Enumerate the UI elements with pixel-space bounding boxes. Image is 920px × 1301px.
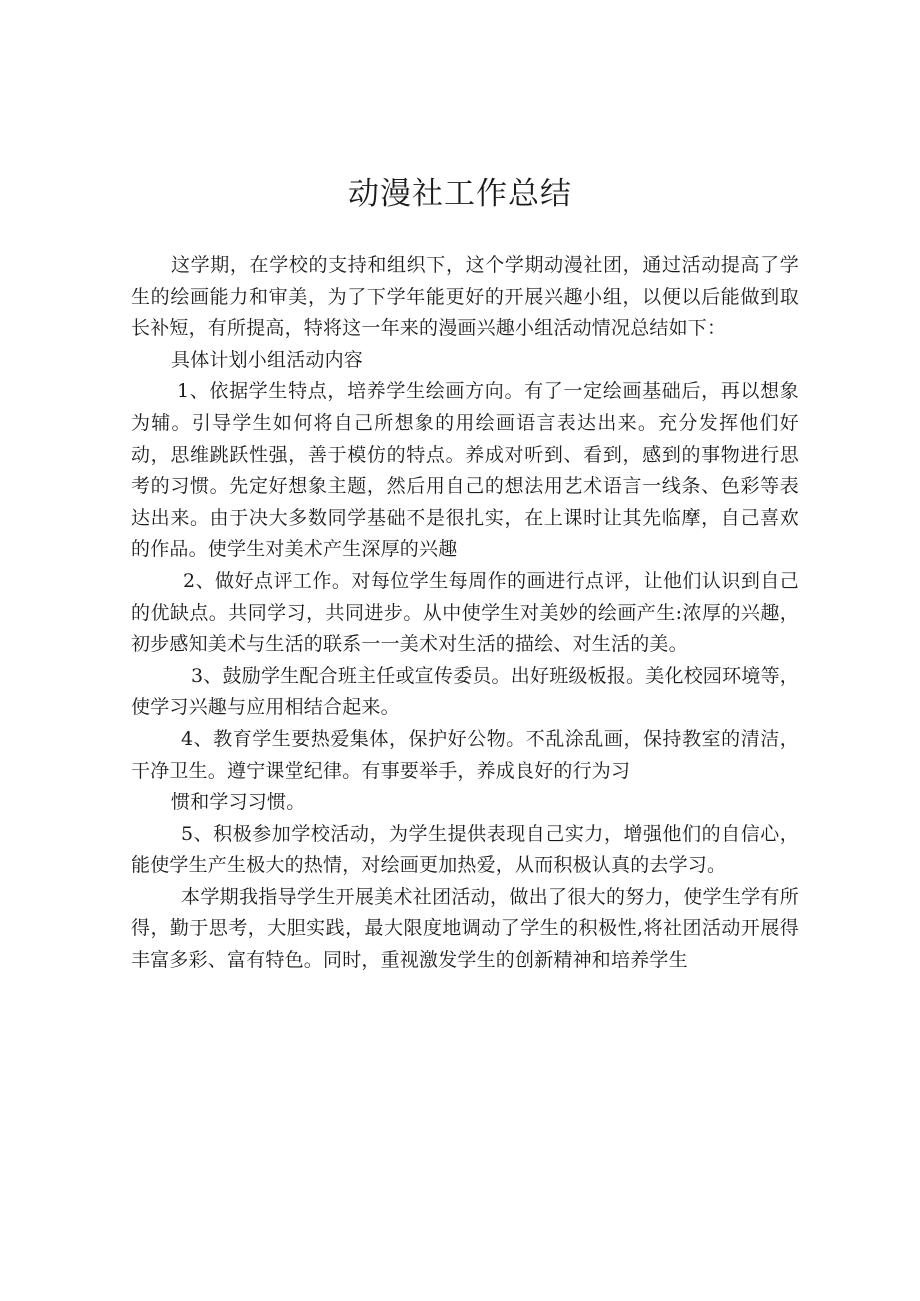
paragraph-item-5: 5、积极参加学校活动，为学生提供表现自己实力，增强他们的自信心，能使学生产生极大的热情，对绘画更加热爱，从而积极认真的去学习。: [131, 822, 799, 877]
paragraph-item-4-continued: 惯和学习习惯。: [171, 791, 306, 814]
paragraph-item-1: 1、依据学生特点，培养学生绘画方向。有了一定绘画基础后，再以想象为辅。引导学生如何将自己所想象的用绘画语言表达出来。充分发挥他们好动，思维跳跃性强，善于模仿的特点。养成对听到、看到，感到的事物进行思考的习惯。先定好想象主题，然后用自己的想法用艺术语言一线条、色彩等表达出来。由于决大多数同学基础不是很扎实，在上课时让其先临摩，自己喜欢的作品。使学生对美术产生深厚的兴趣: [131, 380, 799, 561]
paragraph-intro: 这学期，在学校的支持和组织下，这个学期动漫社团，通过活动提高了学生的绘画能力和审美，为了下学年能更好的开展兴趣小组，以便以后能做到取长补短，有所提高，特将这一年来的漫画兴趣小组活动情况总结如下：: [131, 254, 799, 340]
document-title: 动漫社工作总结: [348, 176, 572, 212]
paragraph-item-3: 3、鼓励学生配合班主任或宣传委员。出好班级板报。美化校园环境等，使学习兴趣与应用相结合起来。: [131, 664, 799, 719]
paragraph-summary: 本学期我指导学生开展美术社团活动，做出了很大的努力，使学生学有所得，勤于思考，大胆实践，最大限度地调动了学生的积极性,将社团活动开展得丰富多彩、富有特色。同时，重视激发学生的创新精神和培养学生: [131, 885, 799, 972]
document-body: [131, 250, 799, 977]
paragraph-section-heading: 具体计划小组活动内容: [171, 348, 364, 371]
paragraph-item-2: 2、做好点评工作。对每位学生每周作的画进行点评，让他们认识到自己的优缺点。共同学习，共同进步。从中使学生对美妙的绘画产生:浓厚的兴趣，初步感知美术与生活的联系一一美术对生活的描绘、对生活的美。: [131, 569, 799, 656]
paragraph-item-4: 4、教育学生要热爱集体，保护好公物。不乱涂乱画，保持教室的清洁，干净卫生。遵宁课堂纪律。有事要举手，养成良好的行为习: [131, 727, 799, 782]
